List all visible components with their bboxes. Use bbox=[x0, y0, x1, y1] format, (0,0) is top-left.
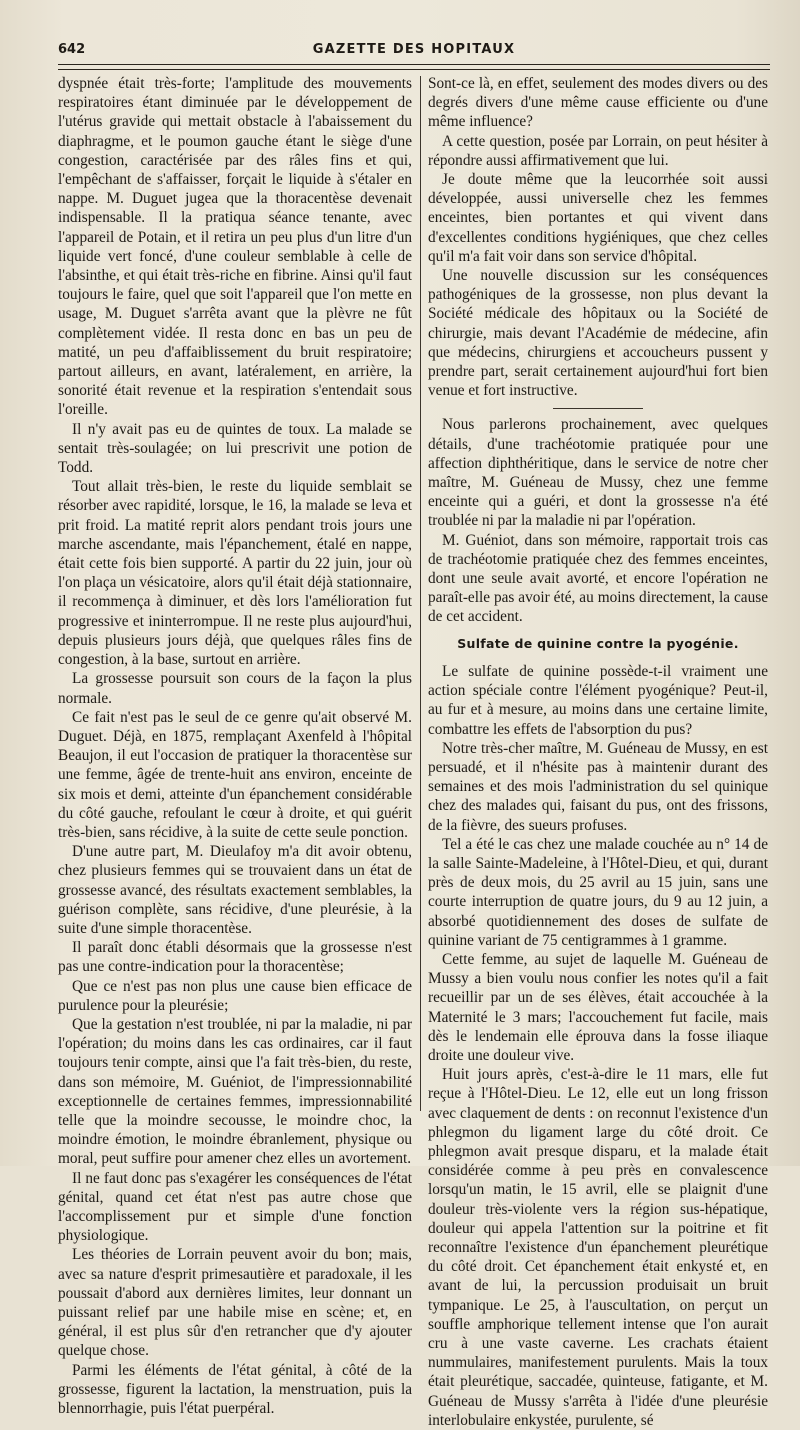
paragraph: Cette femme, au sujet de laquelle M. Guéneau de Mussy a bien voulu nous confier les notes qu'il a fait recueillir par un de ses élèves, était accouchée à la Maternité le 3 mars; l'accouchement fut facile, mais dès le lendemain elle éprouva dans la fosse iliaque droite une douleur vive. bbox=[428, 950, 768, 1064]
paragraph: Il n'y avait pas eu de quintes de toux. La malade se sentait très-soulagée; on lui prescrivit une potion de Todd. bbox=[58, 420, 412, 477]
paragraph: Que la gestation n'est troublée, ni par la maladie, ni par l'opération; du moins dans les cas ordinaires, car il faut toujours tenir compte, ainsi que l'a fait très-bien, du reste, dans son mémoire, M. Guéniot, de l'impressionnabilité exceptionnelle de certaines femmes, impressionnabilité telle que la moindre secousse, le moindre choc, la moindre émotion, le moindre ébranlement, physique ou moral, peut suffire pour amener chez elles un avortement. bbox=[58, 1015, 412, 1168]
section-heading: Sulfate de quinine contre la pyogénie. bbox=[457, 635, 739, 651]
paragraph: dyspnée était très-forte; l'amplitude des mouvements respiratoires étant diminuée par le développement de l'utérus gravide qui mettait obstacle à l'abaissement du diaphragme, et le poumon gauche étant le siège d'une congestion, caractérisée par des râles fins et qui, l'empêchant de s'affaisser, forçait le liquide à s'étaler en nappe. M. Duguet jugea que la thoracentèse devenait indispensable. Il la pratiqua séance tenante, avec l'appareil de Potain, et il retira un peu plus d'un litre d'un liquide vert foncé, d'une couleur semblable à celle de l'absinthe, et qui était très-riche en fibrine. Ainsi qu'il faut toujours le faire, quel que soit l'appareil que l'on mette en usage, M. Duguet s'arrêta avant que la plèvre ne fût complètement vidée. Il resta donc en bas un peu de matité, un peu d'affaiblissement du bruit respiratoire; partout ailleurs, en avant, latéralement, en arrière, la sonorité était revenue et la respiration s'entendait sous l'oreille. bbox=[58, 75, 412, 419]
column-divider bbox=[420, 76, 421, 1111]
paragraph: A cette question, posée par Lorrain, on peut hésiter à répondre aussi affirmativement que lui. bbox=[428, 132, 768, 169]
header-rule-thin bbox=[58, 69, 770, 70]
paragraph: Tel a été le cas chez une malade couchée au n° 14 de la salle Sainte-Madeleine, à l'Hôtel-Dieu, et qui, durant près de deux mois, du 25 avril au 15 juin, sans une courte interruption de quatre jours, du 9 au 12 juin, a absorbé quotidiennement des doses de sulfate de quinine variant de 75 centigrammes à 1 gramme. bbox=[428, 835, 768, 949]
paragraph: Sont-ce là, en effet, seulement des modes divers ou des degrés divers d'une même cause efficiente ou d'une même influence? bbox=[428, 75, 768, 131]
paragraph: La grossesse poursuit son cours de la façon la plus normale. bbox=[58, 670, 412, 707]
paragraph: Une nouvelle discussion sur les conséquences pathogéniques de la grossesse, non plus devant la Société médicale des hôpitaux ou la Société de chirurgie, mais devant l'Académie de médecine, afin que médecins, chirurgiens et accoucheurs pussent y prendre part, serait certainement aujourd'hui fort bien venue et fort instructive. bbox=[428, 267, 768, 400]
paragraph: Notre très-cher maître, M. Guéneau de Mussy, en est persuadé, et il n'hésite pas à maintenir durant des semaines et des mois l'administration du sel quinique chez des malades qui, faisant du pus, ont des frissons, de la fièvre, des sueurs profuses. bbox=[428, 739, 768, 834]
paragraph: Les théories de Lorrain peuvent avoir du bon; mais, avec sa nature d'esprit primesautière et paradoxale, il les poussait d'abord aux dernières limites, leur donnant un puissant relief par une habile mise en scène; et, en général, il est plus sûr d'en retrancher que d'y ajouter quelque chose. bbox=[58, 1246, 412, 1360]
paragraph: Nous parlerons prochainement, avec quelques détails, d'une trachéotomie pratiquée pour une affection diphthéritique, dans le service de notre cher maître, M. Guéneau de Mussy, chez une femme enceinte qui a guéri, et dont la grossesse n'a été troublée ni par la maladie ni par l'opération. bbox=[428, 416, 768, 530]
section-divider bbox=[553, 408, 643, 409]
journal-title: GAZETTE DES HOPITAUX bbox=[312, 42, 516, 57]
paragraph: Je doute même que la leucorrhée soit aussi développée, aussi universelle chez les femmes enceintes, bien portantes et qui vivent dans d'excellentes conditions hygiéniques, que chez celles qu'il m'a fait voir dans son service d'hôpital. bbox=[428, 171, 768, 265]
header-rule-thick bbox=[58, 64, 770, 65]
paragraph: Ce fait n'est pas le seul de ce genre qu'ait observé M. Duguet. Déjà, en 1875, remplaçant Axenfeld à l'hôpital Beaujon, il eut l'occasion de pratiquer la thoracentèse sur une femme, âgée de trente-huit ans environ, enceinte de six mois et demi, atteinte d'un épanchement considérable du côté gauche, refoulant le cœur à droite, et qui guérit très-bien, sans récidive, à la suite de cette seule ponction. bbox=[58, 708, 412, 841]
left-column bbox=[58, 74, 412, 1418]
page-number: 642 bbox=[58, 42, 86, 57]
right-column bbox=[428, 74, 768, 1430]
page-header bbox=[58, 40, 770, 60]
paragraph: M. Guéniot, dans son mémoire, rapportait trois cas de trachéotomie pratiquée chez des femmes enceintes, dont une seule avait avorté, et encore l'opération ne paraît-elle pas avoir été, au moins directement, la cause de cet accident. bbox=[428, 531, 768, 626]
paragraph: Parmi les éléments de l'état génital, à côté de la grossesse, figurent la lactation, la menstruation, puis la blennorrhagie, puis l'état puerpéral. bbox=[58, 1361, 412, 1418]
paragraph: D'une autre part, M. Dieulafoy m'a dit avoir obtenu, chez plusieurs femmes qui se trouvaient dans un état de grossesse avancé, des résultats exactement semblables, la guérison complète, sans récidive, d'une pleurésie, à la suite d'une simple thoracentèse. bbox=[58, 843, 412, 937]
paragraph: Que ce n'est pas non plus une cause bien efficace de purulence pour la pleurésie; bbox=[58, 977, 412, 1014]
paragraph: Il ne faut donc pas s'exagérer les conséquences de l'état génital, quand cet état n'est pas autre chose que l'accomplissement pur et simple d'une fonction physiologique. bbox=[58, 1169, 412, 1245]
paragraph: Tout allait très-bien, le reste du liquide semblait se résorber avec rapidité, lorsque, le 16, la malade se leva et prit froid. La matité reprit alors pendant trois jours une marche ascendante, mais l'épanchement, étalé en nappe, était cette fois bien supporté. A partir du 22 juin, jour où l'on plaça un vésicatoire, alors qu'il était déjà stationnaire, il recommença à diminuer, et dès lors l'amélioration fut progressive et ininterrompue. Il ne reste plus aujourd'hui, depuis plusieurs jours déjà, que quelques râles fins de congestion, à la base, surtout en arrière. bbox=[58, 478, 412, 669]
paragraph: Il paraît donc établi désormais que la grossesse n'est pas une contre-indication pour la thoracentèse; bbox=[58, 939, 412, 976]
paragraph: Le sulfate de quinine possède-t-il vraiment une action spéciale contre l'élément pyogénique? Peut-il, au fur et à mesure, au moins dans une certaine limite, combattre les effets de l'absorption du pus? bbox=[428, 662, 768, 738]
paragraph: Huit jours après, c'est-à-dire le 11 mars, elle fut reçue à l'Hôtel-Dieu. Le 12, elle eut un long frisson avec claquement de dents : on reconnut l'existence d'un phlegmon du ligament large du côté droit. Ce phlegmon avait presque disparu, et la malade était considérée comme à peu près en convalescence lorsqu'un matin, le 15 avril, elle se plaignit d'une douleur très-violente vers la région sus-hépatique, douleur qui appela l'attention sur la poitrine et fit reconnaître l'existence d'un épanchement pleurétique du côté droit. Cet épanchement était enkysté et, en avant de lui, la percussion produisait un bruit tympanique. Le 25, à l'auscultation, on perçut un souffle amphorique tellement intense que l'on aurait cru à une vaste caverne. Les crachats étaient nummulaires, manifestement purulents. Mais la toux était pleurétique, saccadée, quinteuse, fatigante, et M. Guéneau de Mussy s'arrêta à l'idée d'une pleurésie interlobulaire enkystée, purulente, sé bbox=[428, 1066, 768, 1429]
